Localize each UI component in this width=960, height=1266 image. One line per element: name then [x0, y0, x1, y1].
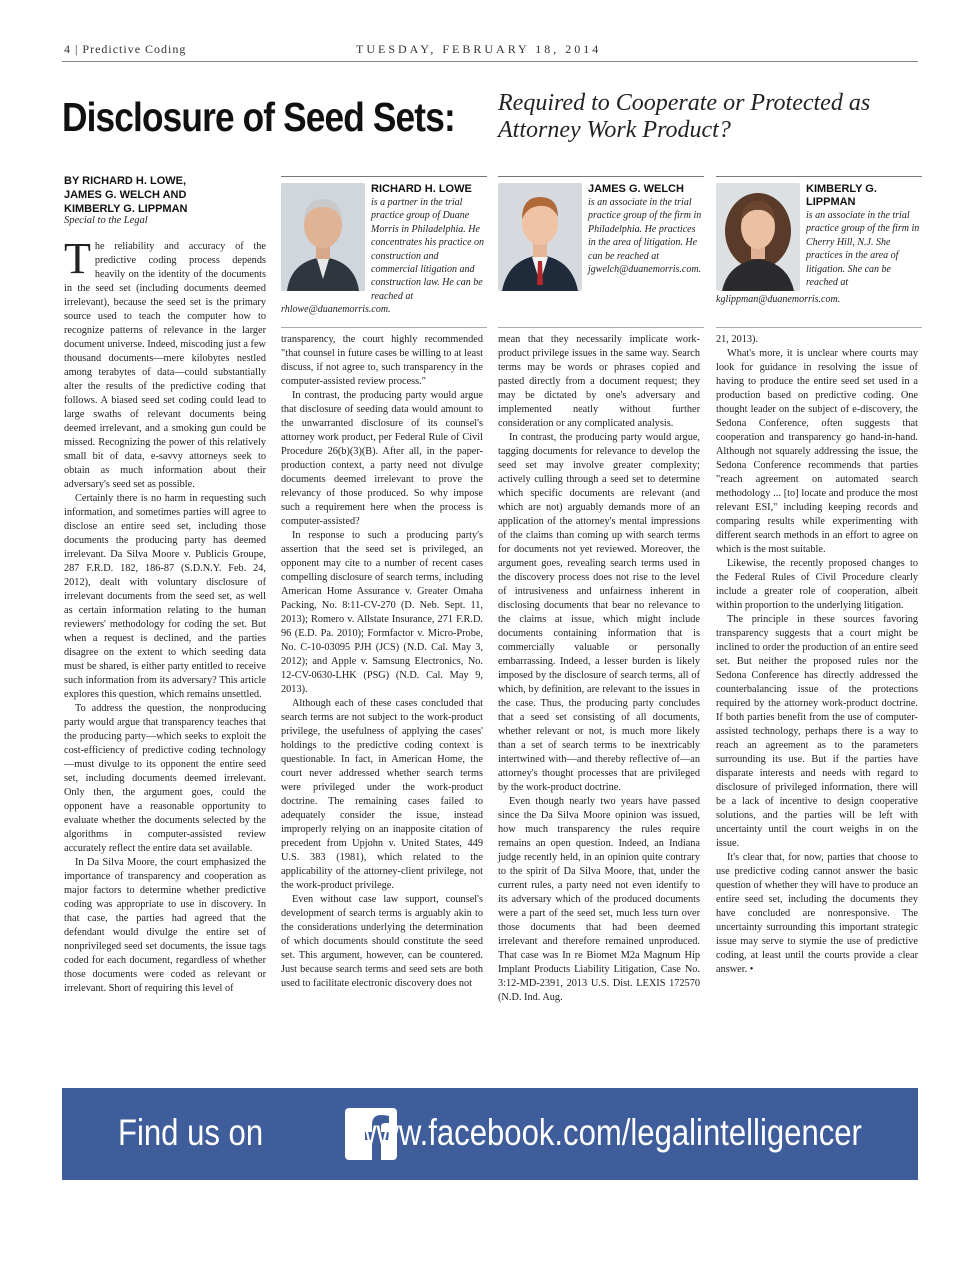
facebook-banner[interactable]: [62, 1088, 918, 1180]
article-column-2: [281, 333, 483, 991]
article-paragraph: In contrast, the producing party would argue that disclosure of seeding data would amount to the unwarranted disclosure of its counsel's attorney work product, per Federal Rule of Civil Procedure 26(b)(3)(B). After all, in the paper-production context, a party need not divulge documents deemed irrelevant to prove the relevancy of those produced. So why impose such a requirement here when the process is computer-assisted?: [281, 390, 483, 527]
special-to-legal: Special to the Legal: [64, 215, 148, 226]
author-bio-text: is an associate in the trial practice group of the firm in Philadelphia. He practices in the area of litigation. He can be reached at jgwelch@duanemorris.com.: [588, 197, 702, 276]
author-name: JAMES G. WELCH: [588, 183, 684, 195]
article-paragraph: Likewise, the recently proposed changes to the Federal Rules of Civil Procedure clearly include a greater role of cooperation, albeit within proportion to the underlying litigation.: [716, 558, 918, 611]
author-bio-text: is an associate in the trial practice group of the firm in Cherry Hill, N.J. She practices in the area of litigation. She can be reached at kglippman@duanemorris.com.: [716, 210, 920, 305]
drop-cap: T: [64, 234, 91, 283]
author-bio-text: is a partner in the trial practice group of Duane Morris in Philadelphia. He concentrates his practice on construction and commercial litigation and construction law. He can be reached at rhlowe@duanemorris.com.: [281, 197, 485, 316]
author-name: RICHARD H. LOWE: [371, 183, 472, 195]
banner-lead-text: Find us on: [118, 1112, 264, 1153]
byline-line: JAMES G. WELCH AND: [64, 189, 187, 201]
article-deck: Required to Cooperate or Protected as Attorney Work Product?: [498, 90, 871, 143]
article-paragraph: Even without case law support, counsel's development of search terms is arguably akin to the considerations underlying the determination of which documents should constitute the seed set. This argument, however, can be countered. Just because search terms and seed sets are both used to facilitate electronic discovery does not: [281, 894, 483, 989]
article-column-4: [716, 333, 918, 977]
author-bio-lippman: [716, 176, 922, 328]
article-paragraph: Certainly there is no harm in requesting such information, and sometimes parties will agree to disclose an entire seed set, including those documents the producing party has deemed irrelevant. Da Silva Moore v. Publicis Groupe, 287 F.R.D. 182, 186-87 (S.D.N.Y. Feb. 24, 2012), dealt with voluntary disclosure of irrelevant documents from the seed set, as well as certain information relating to the human reviewers' methodology for coding the set. But when a request is declined, and the parties disagree on the extent to which seeding data must be shared, is either party entitled to receive such information from its adversary? This article explores this question, which remains unsettled.: [64, 493, 266, 700]
article-paragraph: In response to such a producing party's assertion that the seed set is privileged, an opponent may cite to a number of recent cases compelling disclosure of search terms, including American Home Assurance v. Greater Omaha Packing, No. 8:11-CV-270 (D. Neb. Sept. 11, 2013); Romero v. Allstate Insurance, 271 F.R.D. 96 (E.D. Pa. 2010); Formfactor v. Micro-Probe, No. C-10-03095 PJH (JCS) (N.D. Cal. May 3, 2012); and Apple v. Samsung Electronics, No. 12-CV-0630-LHK (PSG) (N.D. Cal. May 9, 2013).: [281, 530, 483, 695]
facebook-url-link[interactable]: www.facebook.com/legalintelligencer: [354, 1112, 862, 1153]
article-paragraph: transparency, the court highly recommended "that counsel in future cases be willing to at least discuss, if not agree to, such transparency in the computer-assisted review process.": [281, 334, 483, 387]
article-paragraph: The principle in these sources favoring transparency suggests that a court might be inclined to order the production of an entire seed set. But neither the proposed rules nor the Sedona Conference has directly addressed the counterbalancing issue of the protections required by the attorney work-product doctrine. If both parties benefit from the use of computer-assisted technology, perhaps there is a way to reach an agreement as to the parameters surrounding its use. But if the parties have disparate interests and needs with regard to disclosure of privileged information, there will be a lack of incentive to design cooperative solutions, and the parties will be left with uncertainty until the court weighs in on the issue.: [716, 614, 918, 849]
page-folio: 4 | Predictive Coding: [64, 42, 187, 56]
issue-date: TUESDAY, FEBRUARY 18, 2014: [356, 42, 602, 56]
article-paragraph: In contrast, the producing party would argue, tagging documents for relevance to develop the seed set may involve greater complexity; actively culling through a seed set to determine which specific documents are relevant (and which are not) arguably demands more of an application of the attorney's mental impressions of the claims than coming up with search terms for documents not yet reviewed. Moreover, the argument goes, revealing search terms used in the discovery process does not rise to the level of intrusiveness and unfairness inherent in disclosing documents that bear no relevance to the claims at issue, which might include documents containing information that is commercially valuable or personally embarrassing. Indeed, a lesser burden is likely imposed by the disclosure of search terms, all of which, by definition, are relevant to the issues in the case. Thus, the producing party concludes that a seed set consisting of all documents, whether relevant or not, is much more likely than a set of search terms to be inextricably intertwined with—and thereby reflective of—an attorney's thought processes that are privileged by the work-product doctrine.: [498, 432, 700, 793]
byline-line: KIMBERLY G. LIPPMAN: [64, 203, 188, 215]
header-rule: [62, 61, 918, 62]
author-bio-welch: [498, 176, 704, 328]
byline: [64, 174, 270, 216]
article-column-3: [498, 333, 700, 1005]
article-paragraph: Although each of these cases concluded that search terms are not subject to the work-product privilege, the usefulness of applying the cases' holdings to the predictive coding context is questionable. In fact, in American Home, the court never addressed whether search terms were privileged under the work-product doctrine. The remaining cases failed to adequately consider the issue, instead improperly relying on an inapposite citation of precedent from Upjohn v. United States, 449 U.S. 383 (1981), which related to the applicability of the attorney-client privilege, not the work-product privilege.: [281, 698, 483, 891]
byline-line: BY RICHARD H. LOWE,: [64, 175, 187, 187]
article-paragraph: 21, 2013).: [716, 334, 759, 345]
author-bio-lowe: [281, 176, 487, 328]
article-paragraph: Even though nearly two years have passed since the Da Silva Moore opinion was issued, how much transparency the rules require remains an open question. Indeed, an Indiana judge recently held, in an opinion quite contrary to the spirit of Da Silva Moore, that, under the current rules, a party need not even identify to its adversary which of the produced documents were a part of the seed set, much less turn over those documents that had been deemed irrelevant and therefore remained unproduced. That case was In re Biomet M2a Magnum Hip Implant Products Liability Litigation, Case No. 3:12-MD-2391, 2013 U.S. Dist. LEXIS 172570 (N.D. Ind. Aug.: [498, 796, 700, 1003]
article-paragraph: In Da Silva Moore, the court emphasized the importance of transparency and cooperation as major factors to determine whether predictive coding was appropriate to use in discovery. In that case, the parties had agreed that the defendant would divulge the entire set of nonprivileged seed set documents, the issue tags coded for each document, regardless of whether those documents were coded as relevant or irrelevant. Short of requiring this level of: [64, 857, 266, 994]
article-headline: Disclosure of Seed Sets:: [62, 94, 455, 140]
article-paragraph: It's clear that, for now, parties that choose to use predictive coding cannot answer the basic question of whether they will have to produce an entire seed set, including the documents they have concluded are nonresponsive. The uncertainty surrounding this important strategic issue may serve to stymie the use of predictive coding, at least until the courts provide a clear answer. •: [716, 852, 918, 975]
article-paragraph: The reliability and accuracy of the predictive coding process depends heavily on the identity of the documents in the seed set (including documents deemed irrelevant), because the seed set is the primary source used to teach the computer how to recognize patterns of relevance in the larger document universe. Indeed, miscoding just a few thousand documents—mere kilobytes nestled among terabytes of data—could substantially alter the results of the predictive coding that follows. A biased seed set coding could lead to large swaths of relevant documents being deemed irrelevant, and a smoking gun could be missed. Recognizing the power of this relatively small bit of data, e-savvy attorneys seek to obtain as much information about their adversary's seed set as possible.: [64, 234, 266, 490]
article-paragraph: To address the question, the nonproducing party would argue that transparency teaches that the producing party—which seeks to exploit the cost-efficiency of predictive coding technology—must divulge to its opponent the entire seed set, including documents deemed irrelevant. Only then, the argument goes, could the opponent have a reasonable opportunity to evaluate whether the documents selected by the algorithms in computer-assisted review accurately reflect the entire data set available.: [64, 703, 266, 854]
author-photo: [498, 183, 582, 291]
author-photo: [716, 183, 800, 291]
article-column-1: [64, 234, 266, 996]
author-photo: [281, 183, 365, 291]
article-paragraph: mean that they necessarily implicate work-product privilege issues in the same way. Search terms may be words or phrases copied and pasted directly from a document request; they may be dictated by one's adversary and implemented neatly without further consideration or any complicated analysis.: [498, 334, 700, 429]
article-paragraph: What's more, it is unclear where courts may look for guidance in resolving the issue of having to produce the entire seed set used in a production based on predictive coding. One thought leader on the subject of e-discovery, the Sedona Conference, often suggests that cooperation and transparency go hand-in-hand. Although not squarely addressing the issue, the Sedona Conference recommends that parties "reach agreement on automated search methodology ... [to] locate and produce the most relevant ESI," including keeping records and comparing results while experimenting with different search methods in an effort to agree on which is the most suitable.: [716, 348, 918, 555]
author-name: KIMBERLY G. LIPPMAN: [806, 183, 877, 208]
